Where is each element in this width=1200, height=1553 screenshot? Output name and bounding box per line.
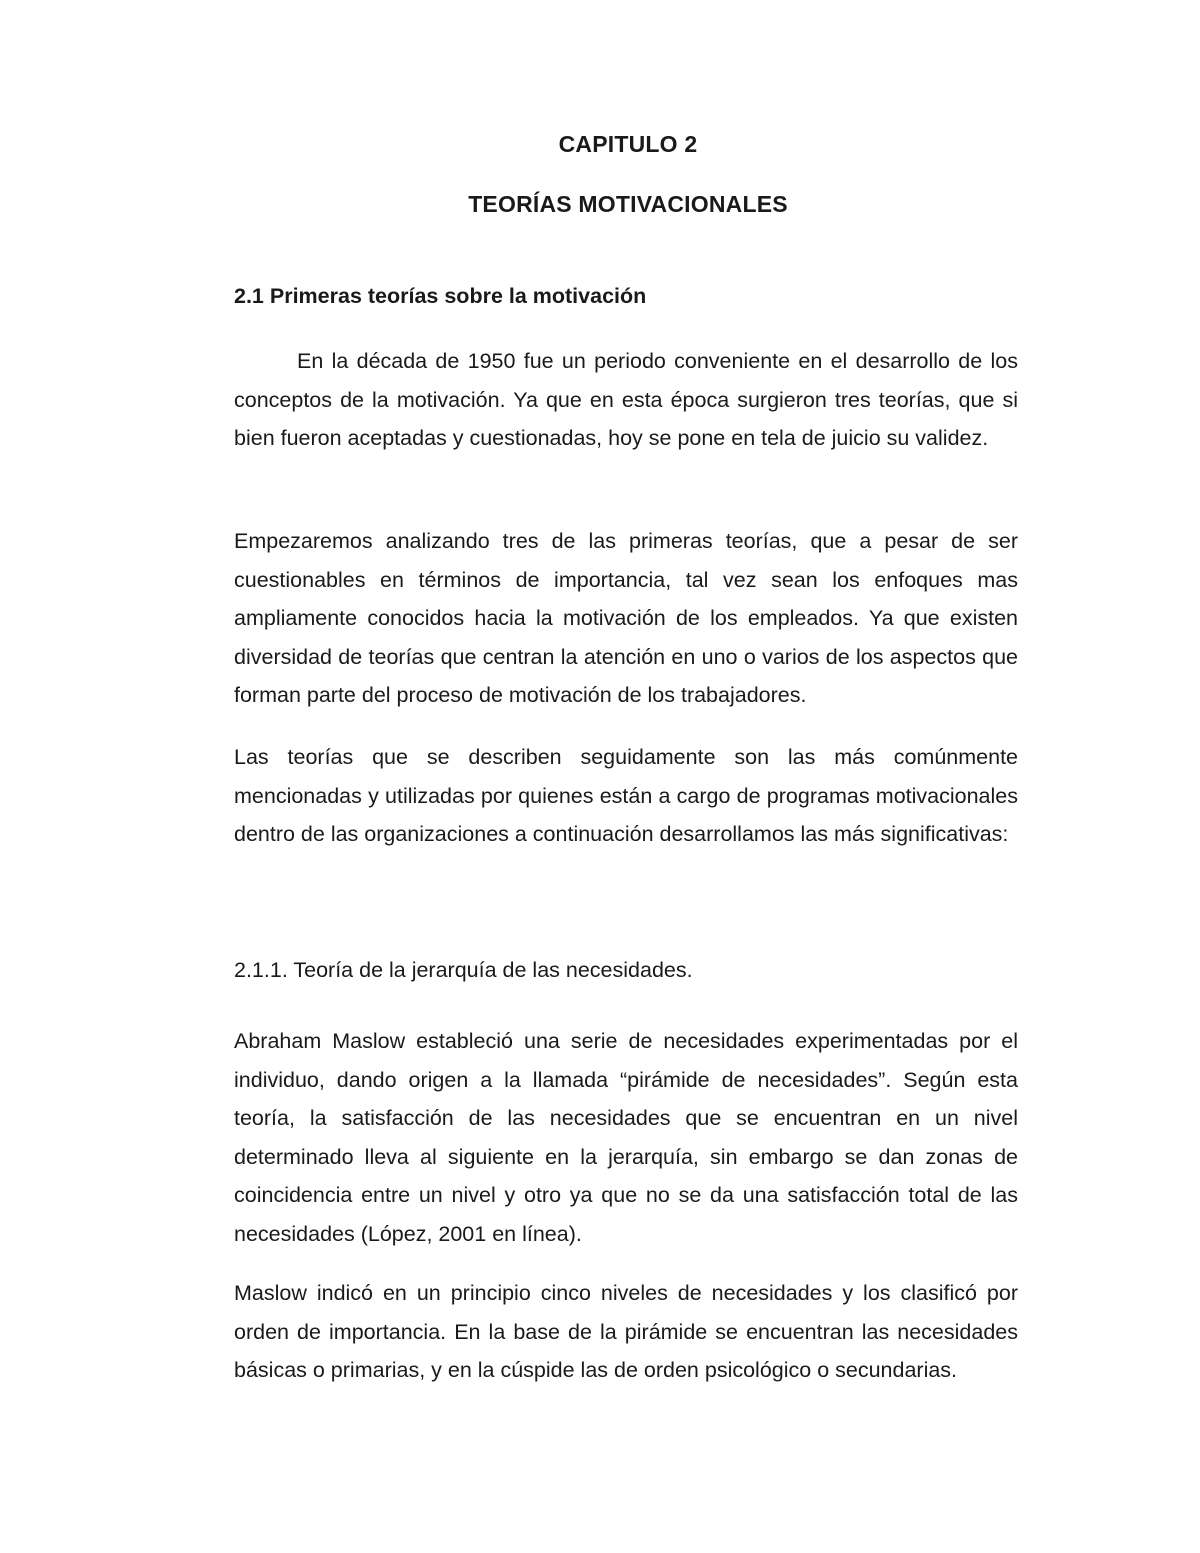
- section-heading: 2.1 Primeras teorías sobre la motivación: [234, 284, 647, 308]
- paragraph-intro: En la década de 1950 fue un periodo conveniente en el desarrollo de los conceptos de la motivación. Ya que en esta época surgieron tres teorías, que si bien fueron aceptadas y cuestionadas, hoy se pone en tela de juicio su validez.: [234, 349, 1018, 450]
- chapter-subtitle: TEORÍAS MOTIVACIONALES: [468, 191, 788, 217]
- chapter-title: CAPITULO 2: [558, 131, 698, 157]
- subsection-heading: 2.1.1. Teoría de la jerarquía de las necesidades.: [234, 958, 693, 982]
- paragraph-maslow-needs: Abraham Maslow estableció una serie de necesidades experimentadas por el individuo, dando origen a la llamada “pirámide de necesidades”. Según esta teoría, la satisfacción de las necesidades que se encuentran en un nivel determinado lleva al siguiente en la jerarquía, sin embargo se dan zonas de coincidencia entre un nivel y otro ya que no se da una satisfacción total de las necesidades (López, 2001 en línea).: [234, 1029, 1018, 1246]
- paragraph-maslow-levels: Maslow indicó en un principio cinco niveles de necesidades y los clasificó por orden de importancia. En la base de la pirámide se encuentran las necesidades básicas o primarias, y en la cúspide las de orden psicológico o secundarias.: [234, 1281, 1018, 1382]
- paragraph-early-theories: Empezaremos analizando tres de las primeras teorías, que a pesar de ser cuestionables en términos de importancia, tal vez sean los enfoques mas ampliamente conocidos hacia la motivación de los empleados. Ya que existen diversidad de teorías que centran la atención en uno o varios de los aspectos que forman parte del proceso de motivación de los trabajadores.: [234, 529, 1018, 707]
- paragraph-theories-described: Las teorías que se describen seguidamente son las más comúnmente mencionadas y utilizadas por quienes están a cargo de programas motivacionales dentro de las organizaciones a continuación desarrollamos las más significativas:: [234, 745, 1018, 846]
